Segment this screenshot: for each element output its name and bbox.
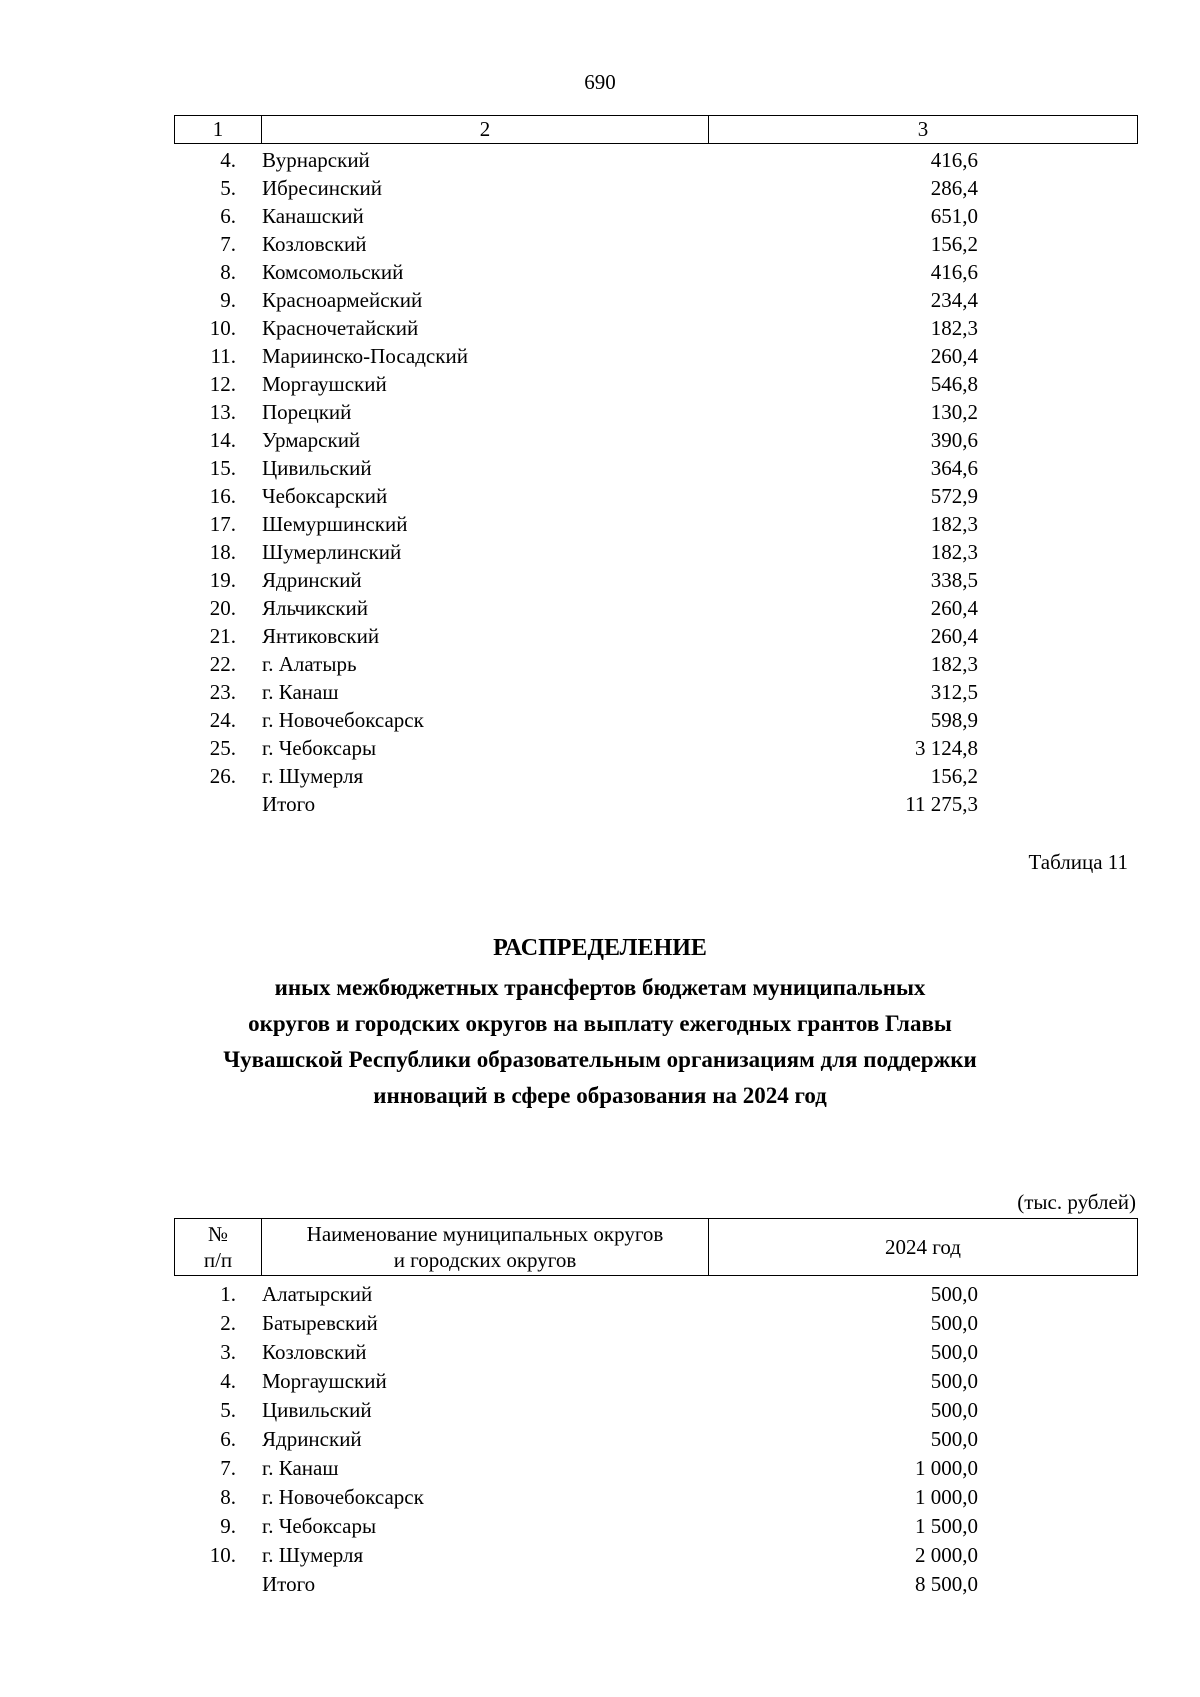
row-name: Порецкий [262, 400, 352, 424]
row-value: 156,2 [930, 764, 978, 788]
row-name: г. Шумерля [262, 764, 364, 788]
row-value: 364,6 [930, 456, 978, 480]
table-row [0, 1454, 1200, 1483]
row-name: Канашский [262, 204, 364, 228]
row-name: Батыревский [262, 1311, 378, 1335]
row-value: 260,4 [930, 596, 978, 620]
table-row [0, 1512, 1200, 1541]
table-label: Таблица 11 [1028, 850, 1128, 874]
document-title [0, 930, 1200, 1114]
row-name: г. Шумерля [262, 1543, 364, 1567]
row-number: 7. [220, 1456, 236, 1480]
table-row [0, 678, 1200, 706]
row-number: 8. [220, 260, 236, 284]
table-row [0, 454, 1200, 482]
row-value: 500,0 [930, 1427, 978, 1451]
row-number: 9. [220, 1514, 236, 1538]
table-row [0, 370, 1200, 398]
header-year-cell: 2024 год [709, 1219, 1138, 1276]
row-name: г. Новочебоксарск [262, 708, 424, 732]
header-number-line2: п/п [203, 1248, 233, 1272]
table-row [0, 622, 1200, 650]
table-row [0, 1541, 1200, 1570]
row-name: г. Чебоксары [262, 1514, 377, 1538]
row-value: 130,2 [930, 400, 978, 424]
total-label: Итого [262, 792, 316, 816]
row-name: Урмарский [262, 428, 361, 452]
row-number: 19. [209, 568, 236, 592]
row-number: 25. [209, 736, 236, 760]
row-value: 286,4 [930, 176, 978, 200]
row-value: 338,5 [930, 568, 978, 592]
row-name: г. Канаш [262, 1456, 339, 1480]
table-row [0, 482, 1200, 510]
row-value: 572,9 [930, 484, 978, 508]
title-line: иных межбюджетных трансфертов бюджетам муниципальных [274, 975, 926, 1000]
row-number: 2. [220, 1311, 236, 1335]
table-row [0, 1483, 1200, 1512]
table-a-header-col3: 3 [709, 116, 1138, 144]
row-name: Красноармейский [262, 288, 423, 312]
row-value: 416,6 [930, 260, 978, 284]
table-row [0, 230, 1200, 258]
header-number-line1: № [207, 1222, 229, 1246]
row-number: 15. [209, 456, 236, 480]
row-number: 16. [209, 484, 236, 508]
row-name: Красночетайский [262, 316, 419, 340]
row-name: Алатырский [262, 1282, 373, 1306]
table-row [0, 538, 1200, 566]
row-number: 6. [220, 1427, 236, 1451]
row-value: 598,9 [930, 708, 978, 732]
row-name: Шемуршинский [262, 512, 408, 536]
title-main: РАСПРЕДЕЛЕНИЕ [493, 935, 707, 961]
table-row [0, 1280, 1200, 1309]
row-value: 1 000,0 [915, 1456, 978, 1480]
page-number: 690 [584, 70, 616, 94]
row-number: 1. [220, 1282, 236, 1306]
title-line: округов и городских округов на выплату ежегодных грантов Главы [248, 1011, 952, 1036]
row-name: г. Новочебоксарск [262, 1485, 424, 1509]
row-value: 500,0 [930, 1369, 978, 1393]
row-number: 4. [220, 148, 236, 172]
row-number: 12. [209, 372, 236, 396]
row-number: 21. [209, 624, 236, 648]
row-number: 10. [209, 1543, 236, 1567]
row-value: 234,4 [930, 288, 978, 312]
row-value: 651,0 [930, 204, 978, 228]
row-number: 24. [209, 708, 236, 732]
row-number: 17. [209, 512, 236, 536]
row-value: 260,4 [930, 344, 978, 368]
table-row [0, 762, 1200, 790]
row-value: 312,5 [930, 680, 978, 704]
row-name: г. Канаш [262, 680, 339, 704]
table-row [0, 650, 1200, 678]
row-number: 5. [220, 1398, 236, 1422]
table-row [0, 258, 1200, 286]
table-row [0, 734, 1200, 762]
row-number: 10. [209, 316, 236, 340]
row-name: Козловский [262, 1340, 367, 1364]
total-value: 11 275,3 [905, 792, 978, 816]
row-name: Комсомольский [262, 260, 404, 284]
row-name: г. Алатырь [262, 652, 357, 676]
row-name: г. Чебоксары [262, 736, 377, 760]
table-row [0, 1338, 1200, 1367]
row-value: 500,0 [930, 1340, 978, 1364]
row-name: Мариинско-Посадский [262, 344, 468, 368]
row-value: 390,6 [930, 428, 978, 452]
row-number: 26. [209, 764, 236, 788]
row-name: Чебоксарский [262, 484, 388, 508]
row-name: Цивильский [262, 1398, 372, 1422]
row-number: 4. [220, 1369, 236, 1393]
table-a-header [174, 115, 1138, 144]
row-value: 182,3 [930, 512, 978, 536]
table-b-header [174, 1218, 1138, 1276]
table-a-header-col2: 2 [262, 116, 709, 144]
table-row [0, 286, 1200, 314]
row-number: 20. [209, 596, 236, 620]
table-row [0, 174, 1200, 202]
header-name-cell [262, 1219, 709, 1276]
table-row [0, 1309, 1200, 1338]
row-value: 546,8 [930, 372, 978, 396]
table-row [0, 1396, 1200, 1425]
row-number: 14. [209, 428, 236, 452]
row-number: 23. [209, 680, 236, 704]
units-label: (тыс. рублей) [1017, 1190, 1136, 1214]
table-a-body [0, 146, 1200, 818]
title-line: инноваций в сфере образования на 2024 год [373, 1083, 827, 1108]
row-number: 3. [220, 1340, 236, 1364]
title-line: Чувашской Республики образовательным организациям для поддержки [223, 1047, 977, 1072]
row-name: Моргаушский [262, 1369, 387, 1393]
table-row [0, 426, 1200, 454]
row-number: 22. [209, 652, 236, 676]
row-number: 7. [220, 232, 236, 256]
row-number: 11. [210, 344, 236, 368]
row-value: 182,3 [930, 316, 978, 340]
header-number-cell [175, 1219, 262, 1276]
table-row [0, 594, 1200, 622]
row-value: 182,3 [930, 540, 978, 564]
table-row [0, 314, 1200, 342]
row-value: 2 000,0 [915, 1543, 978, 1567]
table-row [0, 706, 1200, 734]
row-value: 156,2 [930, 232, 978, 256]
table-row [0, 146, 1200, 174]
table-row [0, 202, 1200, 230]
row-name: Козловский [262, 232, 367, 256]
row-name: Моргаушский [262, 372, 387, 396]
table-b-body [0, 1280, 1200, 1599]
table-total-row [0, 1570, 1200, 1599]
row-name: Шумерлинский [262, 540, 402, 564]
table-row [0, 1425, 1200, 1454]
header-name-line2: и городских округов [393, 1248, 577, 1272]
row-number: 9. [220, 288, 236, 312]
row-name: Вурнарский [262, 148, 370, 172]
row-name: Ядринский [262, 568, 362, 592]
header-name-line1: Наименование муниципальных округов [306, 1222, 664, 1246]
table-row [0, 510, 1200, 538]
row-name: Ибресинский [262, 176, 382, 200]
table-row [0, 398, 1200, 426]
row-value: 3 124,8 [915, 736, 978, 760]
table-total-row [0, 790, 1200, 818]
total-value: 8 500,0 [915, 1572, 978, 1596]
table-row [0, 342, 1200, 370]
row-value: 182,3 [930, 652, 978, 676]
row-number: 6. [220, 204, 236, 228]
table-row [0, 1367, 1200, 1396]
row-number: 8. [220, 1485, 236, 1509]
row-value: 1 500,0 [915, 1514, 978, 1538]
row-value: 500,0 [930, 1311, 978, 1335]
total-label: Итого [262, 1572, 316, 1596]
table-row [0, 566, 1200, 594]
row-value: 500,0 [930, 1282, 978, 1306]
row-name: Яльчикский [262, 596, 368, 620]
row-name: Ядринский [262, 1427, 362, 1451]
row-name: Янтиковский [262, 624, 380, 648]
row-number: 13. [209, 400, 236, 424]
row-number: 18. [209, 540, 236, 564]
row-value: 500,0 [930, 1398, 978, 1422]
row-name: Цивильский [262, 456, 372, 480]
table-a-header-col1: 1 [175, 116, 262, 144]
row-value: 260,4 [930, 624, 978, 648]
row-value: 1 000,0 [915, 1485, 978, 1509]
row-value: 416,6 [930, 148, 978, 172]
row-number: 5. [220, 176, 236, 200]
